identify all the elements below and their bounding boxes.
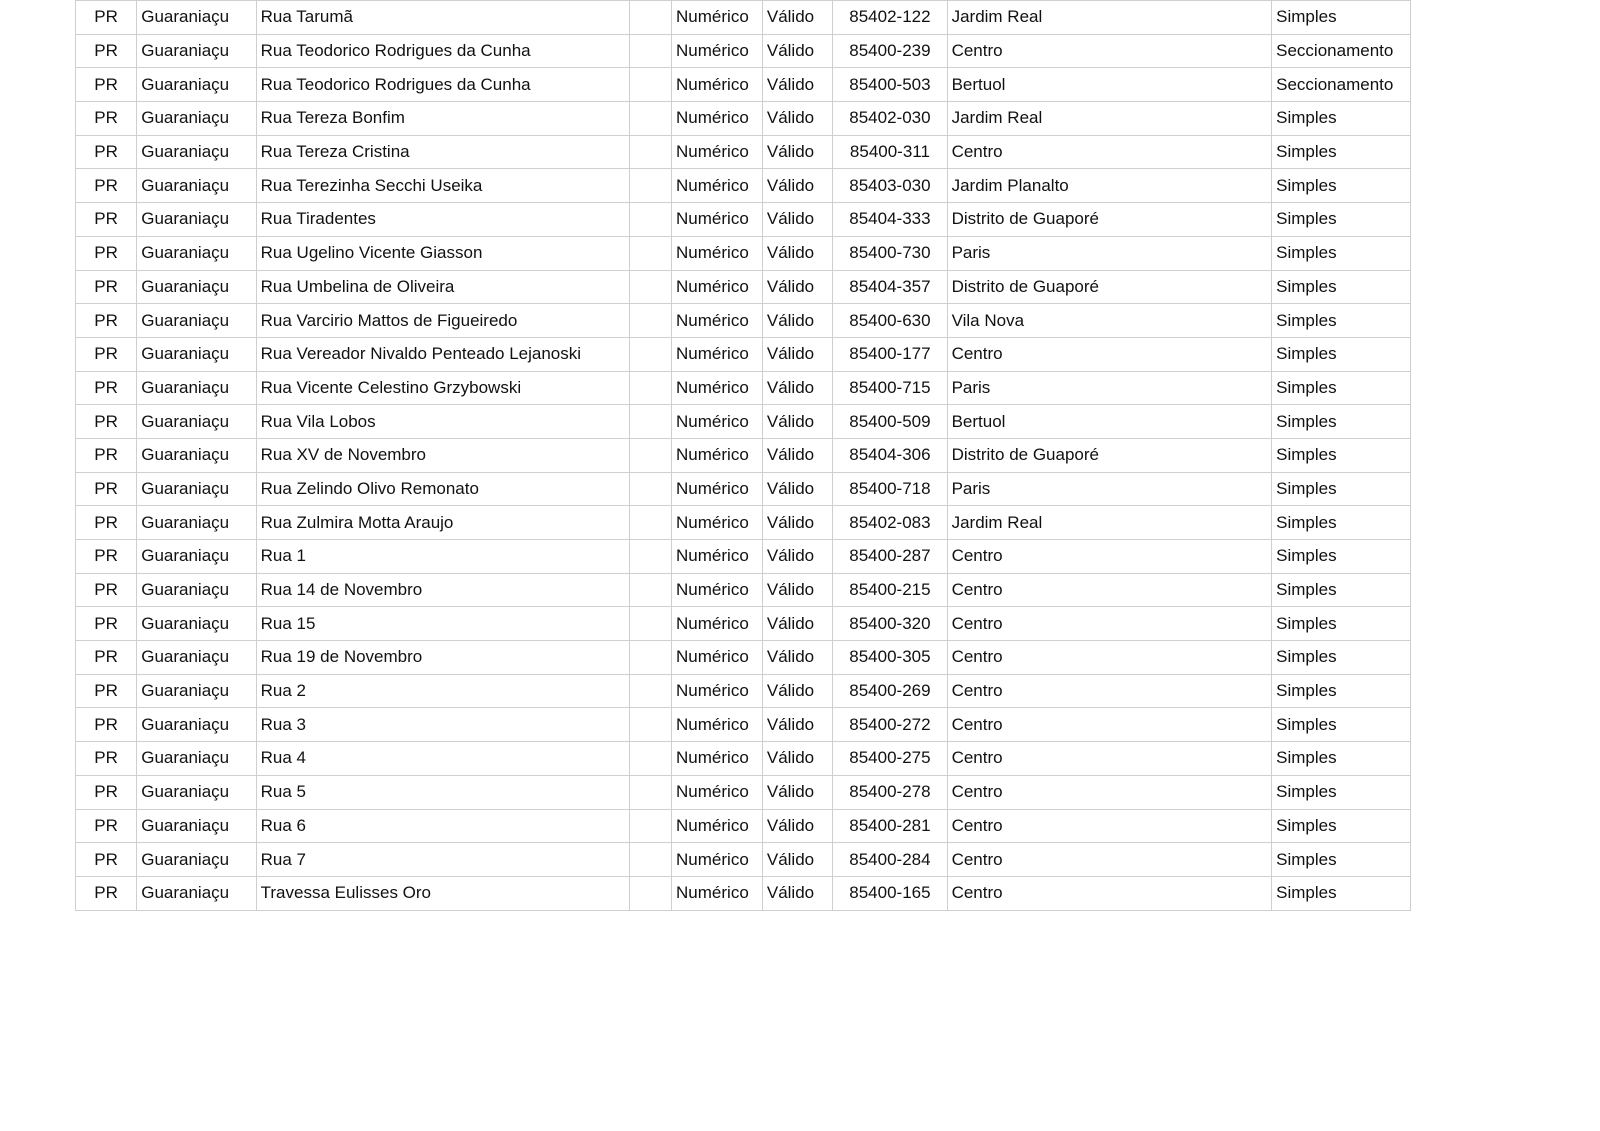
cell-situacao: Válido xyxy=(762,236,832,270)
cell-tipo: Numérico xyxy=(672,236,763,270)
cell-cep: 85400-715 xyxy=(833,371,947,405)
cell-faixa: Simples xyxy=(1272,775,1411,809)
table-row xyxy=(76,135,1411,169)
cell-faixa: Simples xyxy=(1272,102,1411,136)
cell-cidade: Guaraniaçu xyxy=(137,371,256,405)
cell-cep: 85400-718 xyxy=(833,472,947,506)
table-row xyxy=(76,540,1411,574)
cell-tipo: Numérico xyxy=(672,607,763,641)
cell-situacao: Válido xyxy=(762,843,832,877)
cell-situacao: Válido xyxy=(762,641,832,675)
cell-cidade: Guaraniaçu xyxy=(137,102,256,136)
table-row xyxy=(76,607,1411,641)
cell-tipo: Numérico xyxy=(672,270,763,304)
cell-uf: PR xyxy=(76,102,137,136)
cell-situacao: Válido xyxy=(762,809,832,843)
cell-logradouro: Rua 7 xyxy=(256,843,630,877)
cell-uf: PR xyxy=(76,270,137,304)
cell-uf: PR xyxy=(76,203,137,237)
cell-tipo: Numérico xyxy=(672,371,763,405)
cell-cep: 85402-030 xyxy=(833,102,947,136)
cell-uf: PR xyxy=(76,876,137,910)
cell-situacao: Válido xyxy=(762,540,832,574)
cell-uf: PR xyxy=(76,135,137,169)
cell-bairro: Centro xyxy=(947,540,1272,574)
cell-extra xyxy=(630,1,672,35)
cell-cep: 85400-509 xyxy=(833,405,947,439)
cell-bairro: Jardim Real xyxy=(947,1,1272,35)
cell-cidade: Guaraniaçu xyxy=(137,304,256,338)
cell-cep: 85400-165 xyxy=(833,876,947,910)
table-row xyxy=(76,843,1411,877)
cell-tipo: Numérico xyxy=(672,641,763,675)
table-row xyxy=(76,775,1411,809)
cell-logradouro: Rua Zulmira Motta Araujo xyxy=(256,506,630,540)
table-row xyxy=(76,438,1411,472)
table-row xyxy=(76,203,1411,237)
cell-cep: 85400-269 xyxy=(833,674,947,708)
table-row xyxy=(76,405,1411,439)
cell-cep: 85400-730 xyxy=(833,236,947,270)
cell-bairro: Centro xyxy=(947,843,1272,877)
cell-tipo: Numérico xyxy=(672,34,763,68)
cell-cidade: Guaraniaçu xyxy=(137,876,256,910)
cell-tipo: Numérico xyxy=(672,540,763,574)
cell-tipo: Numérico xyxy=(672,1,763,35)
cell-bairro: Jardim Real xyxy=(947,102,1272,136)
table-row xyxy=(76,68,1411,102)
table-row xyxy=(76,169,1411,203)
cell-faixa: Simples xyxy=(1272,506,1411,540)
table-row xyxy=(76,641,1411,675)
cell-uf: PR xyxy=(76,742,137,776)
cell-uf: PR xyxy=(76,371,137,405)
cell-situacao: Válido xyxy=(762,438,832,472)
cell-faixa: Simples xyxy=(1272,641,1411,675)
cell-cep: 85404-333 xyxy=(833,203,947,237)
cell-extra xyxy=(630,68,672,102)
cell-faixa: Simples xyxy=(1272,708,1411,742)
cell-tipo: Numérico xyxy=(672,775,763,809)
cell-bairro: Centro xyxy=(947,641,1272,675)
cell-extra xyxy=(630,34,672,68)
cell-bairro: Centro xyxy=(947,775,1272,809)
cell-cidade: Guaraniaçu xyxy=(137,169,256,203)
cell-uf: PR xyxy=(76,405,137,439)
table-row xyxy=(76,742,1411,776)
cell-extra xyxy=(630,540,672,574)
table-row xyxy=(76,34,1411,68)
cell-extra xyxy=(630,371,672,405)
cell-extra xyxy=(630,337,672,371)
cell-cep: 85400-311 xyxy=(833,135,947,169)
cell-logradouro: Rua Teodorico Rodrigues da Cunha xyxy=(256,34,630,68)
cell-tipo: Numérico xyxy=(672,405,763,439)
cell-bairro: Paris xyxy=(947,371,1272,405)
cell-extra xyxy=(630,135,672,169)
cell-situacao: Válido xyxy=(762,742,832,776)
cell-faixa: Simples xyxy=(1272,809,1411,843)
cell-faixa: Simples xyxy=(1272,203,1411,237)
cell-faixa: Simples xyxy=(1272,472,1411,506)
table-row xyxy=(76,472,1411,506)
table-row xyxy=(76,371,1411,405)
cell-faixa: Simples xyxy=(1272,438,1411,472)
cell-cep: 85400-630 xyxy=(833,304,947,338)
table-row xyxy=(76,506,1411,540)
cell-faixa: Simples xyxy=(1272,371,1411,405)
cell-cep: 85400-275 xyxy=(833,742,947,776)
cell-logradouro: Travessa Eulisses Oro xyxy=(256,876,630,910)
cell-extra xyxy=(630,270,672,304)
table-row xyxy=(76,102,1411,136)
cell-situacao: Válido xyxy=(762,270,832,304)
cell-cep: 85402-083 xyxy=(833,506,947,540)
cell-faixa: Simples xyxy=(1272,169,1411,203)
cell-cep: 85400-287 xyxy=(833,540,947,574)
cell-situacao: Válido xyxy=(762,203,832,237)
cell-logradouro: Rua 19 de Novembro xyxy=(256,641,630,675)
cell-uf: PR xyxy=(76,304,137,338)
cell-cep: 85400-305 xyxy=(833,641,947,675)
table-row xyxy=(76,674,1411,708)
cell-cidade: Guaraniaçu xyxy=(137,607,256,641)
cell-situacao: Válido xyxy=(762,68,832,102)
cell-situacao: Válido xyxy=(762,102,832,136)
cell-bairro: Paris xyxy=(947,236,1272,270)
cell-cidade: Guaraniaçu xyxy=(137,236,256,270)
cell-logradouro: Rua 4 xyxy=(256,742,630,776)
cell-situacao: Válido xyxy=(762,1,832,35)
cell-situacao: Válido xyxy=(762,506,832,540)
cell-tipo: Numérico xyxy=(672,809,763,843)
cell-logradouro: Rua Umbelina de Oliveira xyxy=(256,270,630,304)
cell-faixa: Simples xyxy=(1272,573,1411,607)
cell-cidade: Guaraniaçu xyxy=(137,405,256,439)
cell-cep: 85400-278 xyxy=(833,775,947,809)
cell-logradouro: Rua Tereza Bonfim xyxy=(256,102,630,136)
cell-cidade: Guaraniaçu xyxy=(137,472,256,506)
cell-bairro: Centro xyxy=(947,34,1272,68)
cell-uf: PR xyxy=(76,438,137,472)
cell-logradouro: Rua Terezinha Secchi Useika xyxy=(256,169,630,203)
cell-logradouro: Rua 6 xyxy=(256,809,630,843)
cell-faixa: Simples xyxy=(1272,843,1411,877)
cell-extra xyxy=(630,472,672,506)
cell-faixa: Simples xyxy=(1272,1,1411,35)
cell-bairro: Centro xyxy=(947,708,1272,742)
cell-cep: 85400-503 xyxy=(833,68,947,102)
cell-situacao: Válido xyxy=(762,573,832,607)
cell-tipo: Numérico xyxy=(672,573,763,607)
cell-bairro: Centro xyxy=(947,135,1272,169)
cell-cep: 85400-239 xyxy=(833,34,947,68)
cell-bairro: Centro xyxy=(947,809,1272,843)
cell-faixa: Simples xyxy=(1272,337,1411,371)
table-row xyxy=(76,876,1411,910)
cell-cidade: Guaraniaçu xyxy=(137,708,256,742)
cell-tipo: Numérico xyxy=(672,843,763,877)
cell-logradouro: Rua XV de Novembro xyxy=(256,438,630,472)
cell-bairro: Centro xyxy=(947,742,1272,776)
cell-logradouro: Rua Vicente Celestino Grzybowski xyxy=(256,371,630,405)
cell-extra xyxy=(630,742,672,776)
cell-uf: PR xyxy=(76,337,137,371)
cell-cidade: Guaraniaçu xyxy=(137,809,256,843)
cell-cidade: Guaraniaçu xyxy=(137,641,256,675)
cell-bairro: Vila Nova xyxy=(947,304,1272,338)
table-body xyxy=(76,1,1411,911)
cell-uf: PR xyxy=(76,775,137,809)
cell-bairro: Distrito de Guaporé xyxy=(947,438,1272,472)
cell-logradouro: Rua 2 xyxy=(256,674,630,708)
cell-uf: PR xyxy=(76,472,137,506)
cell-situacao: Válido xyxy=(762,304,832,338)
cell-extra xyxy=(630,674,672,708)
cell-faixa: Simples xyxy=(1272,270,1411,304)
cell-cep: 85400-281 xyxy=(833,809,947,843)
cell-logradouro: Rua Zelindo Olivo Remonato xyxy=(256,472,630,506)
table-row xyxy=(76,573,1411,607)
cell-uf: PR xyxy=(76,34,137,68)
cell-cep: 85400-320 xyxy=(833,607,947,641)
cell-uf: PR xyxy=(76,236,137,270)
cell-tipo: Numérico xyxy=(672,876,763,910)
cell-situacao: Válido xyxy=(762,371,832,405)
cell-situacao: Válido xyxy=(762,708,832,742)
cell-faixa: Simples xyxy=(1272,674,1411,708)
table-row xyxy=(76,270,1411,304)
cell-cidade: Guaraniaçu xyxy=(137,506,256,540)
cell-uf: PR xyxy=(76,169,137,203)
cell-situacao: Válido xyxy=(762,169,832,203)
cell-cidade: Guaraniaçu xyxy=(137,742,256,776)
cell-extra xyxy=(630,843,672,877)
cell-cidade: Guaraniaçu xyxy=(137,438,256,472)
cell-faixa: Simples xyxy=(1272,236,1411,270)
cell-faixa: Simples xyxy=(1272,304,1411,338)
cell-faixa: Simples xyxy=(1272,607,1411,641)
cell-logradouro: Rua 14 de Novembro xyxy=(256,573,630,607)
cell-logradouro: Rua 5 xyxy=(256,775,630,809)
cell-cidade: Guaraniaçu xyxy=(137,573,256,607)
cell-bairro: Distrito de Guaporé xyxy=(947,203,1272,237)
cell-uf: PR xyxy=(76,540,137,574)
cell-extra xyxy=(630,405,672,439)
cell-situacao: Válido xyxy=(762,674,832,708)
cell-extra xyxy=(630,607,672,641)
cell-faixa: Simples xyxy=(1272,135,1411,169)
cell-logradouro: Rua Tiradentes xyxy=(256,203,630,237)
cell-cidade: Guaraniaçu xyxy=(137,337,256,371)
cell-cep: 85404-357 xyxy=(833,270,947,304)
cell-situacao: Válido xyxy=(762,876,832,910)
cell-uf: PR xyxy=(76,843,137,877)
table-row xyxy=(76,708,1411,742)
cell-faixa: Simples xyxy=(1272,540,1411,574)
cell-faixa: Simples xyxy=(1272,742,1411,776)
cell-bairro: Bertuol xyxy=(947,68,1272,102)
cell-extra xyxy=(630,438,672,472)
cell-cep: 85400-272 xyxy=(833,708,947,742)
cell-uf: PR xyxy=(76,506,137,540)
cell-tipo: Numérico xyxy=(672,304,763,338)
cell-faixa: Seccionamento xyxy=(1272,68,1411,102)
cell-extra xyxy=(630,102,672,136)
cell-extra xyxy=(630,641,672,675)
table-row xyxy=(76,337,1411,371)
cell-cep: 85402-122 xyxy=(833,1,947,35)
cell-situacao: Válido xyxy=(762,405,832,439)
cell-cep: 85404-306 xyxy=(833,438,947,472)
cell-uf: PR xyxy=(76,607,137,641)
cell-tipo: Numérico xyxy=(672,169,763,203)
table-row xyxy=(76,1,1411,35)
cell-bairro: Distrito de Guaporé xyxy=(947,270,1272,304)
cell-tipo: Numérico xyxy=(672,102,763,136)
table-row xyxy=(76,809,1411,843)
cell-cidade: Guaraniaçu xyxy=(137,34,256,68)
cell-cep: 85400-177 xyxy=(833,337,947,371)
cell-faixa: Seccionamento xyxy=(1272,34,1411,68)
cell-tipo: Numérico xyxy=(672,438,763,472)
cell-extra xyxy=(630,304,672,338)
cell-situacao: Válido xyxy=(762,135,832,169)
cell-bairro: Bertuol xyxy=(947,405,1272,439)
cell-cep: 85403-030 xyxy=(833,169,947,203)
table-row xyxy=(76,236,1411,270)
cell-uf: PR xyxy=(76,708,137,742)
cell-uf: PR xyxy=(76,68,137,102)
cell-tipo: Numérico xyxy=(672,708,763,742)
cell-faixa: Simples xyxy=(1272,405,1411,439)
cell-cidade: Guaraniaçu xyxy=(137,540,256,574)
cell-tipo: Numérico xyxy=(672,135,763,169)
cell-cidade: Guaraniaçu xyxy=(137,775,256,809)
cell-extra xyxy=(630,809,672,843)
cell-bairro: Paris xyxy=(947,472,1272,506)
cell-extra xyxy=(630,775,672,809)
cell-extra xyxy=(630,203,672,237)
cell-logradouro: Rua Vereador Nivaldo Penteado Lejanoski xyxy=(256,337,630,371)
cell-cep: 85400-284 xyxy=(833,843,947,877)
cell-logradouro: Rua Teodorico Rodrigues da Cunha xyxy=(256,68,630,102)
cell-tipo: Numérico xyxy=(672,337,763,371)
cell-extra xyxy=(630,708,672,742)
cell-situacao: Válido xyxy=(762,472,832,506)
cell-cidade: Guaraniaçu xyxy=(137,203,256,237)
cell-situacao: Válido xyxy=(762,607,832,641)
cell-logradouro: Rua Ugelino Vicente Giasson xyxy=(256,236,630,270)
cell-bairro: Centro xyxy=(947,337,1272,371)
cell-cep: 85400-215 xyxy=(833,573,947,607)
cell-situacao: Válido xyxy=(762,337,832,371)
cell-situacao: Válido xyxy=(762,775,832,809)
cell-uf: PR xyxy=(76,809,137,843)
cell-extra xyxy=(630,876,672,910)
cell-bairro: Centro xyxy=(947,607,1272,641)
cell-cidade: Guaraniaçu xyxy=(137,270,256,304)
cell-bairro: Centro xyxy=(947,573,1272,607)
cell-extra xyxy=(630,573,672,607)
cell-tipo: Numérico xyxy=(672,203,763,237)
cell-cidade: Guaraniaçu xyxy=(137,1,256,35)
cell-logradouro: Rua 3 xyxy=(256,708,630,742)
cell-tipo: Numérico xyxy=(672,506,763,540)
cell-logradouro: Rua Tarumã xyxy=(256,1,630,35)
cell-bairro: Jardim Real xyxy=(947,506,1272,540)
cell-tipo: Numérico xyxy=(672,472,763,506)
cell-uf: PR xyxy=(76,674,137,708)
cell-logradouro: Rua 15 xyxy=(256,607,630,641)
cell-tipo: Numérico xyxy=(672,742,763,776)
cell-uf: PR xyxy=(76,573,137,607)
cell-cidade: Guaraniaçu xyxy=(137,68,256,102)
cell-uf: PR xyxy=(76,641,137,675)
address-table xyxy=(75,0,1411,911)
cell-tipo: Numérico xyxy=(672,68,763,102)
cell-faixa: Simples xyxy=(1272,876,1411,910)
cell-situacao: Válido xyxy=(762,34,832,68)
cell-extra xyxy=(630,169,672,203)
cell-tipo: Numérico xyxy=(672,674,763,708)
cell-logradouro: Rua Varcirio Mattos de Figueiredo xyxy=(256,304,630,338)
cell-logradouro: Rua Vila Lobos xyxy=(256,405,630,439)
cell-logradouro: Rua 1 xyxy=(256,540,630,574)
cell-bairro: Centro xyxy=(947,674,1272,708)
cell-logradouro: Rua Tereza Cristina xyxy=(256,135,630,169)
cell-extra xyxy=(630,506,672,540)
cell-uf: PR xyxy=(76,1,137,35)
cell-bairro: Centro xyxy=(947,876,1272,910)
cell-cidade: Guaraniaçu xyxy=(137,674,256,708)
cell-cidade: Guaraniaçu xyxy=(137,135,256,169)
cell-bairro: Jardim Planalto xyxy=(947,169,1272,203)
cell-cidade: Guaraniaçu xyxy=(137,843,256,877)
cell-extra xyxy=(630,236,672,270)
table-row xyxy=(76,304,1411,338)
